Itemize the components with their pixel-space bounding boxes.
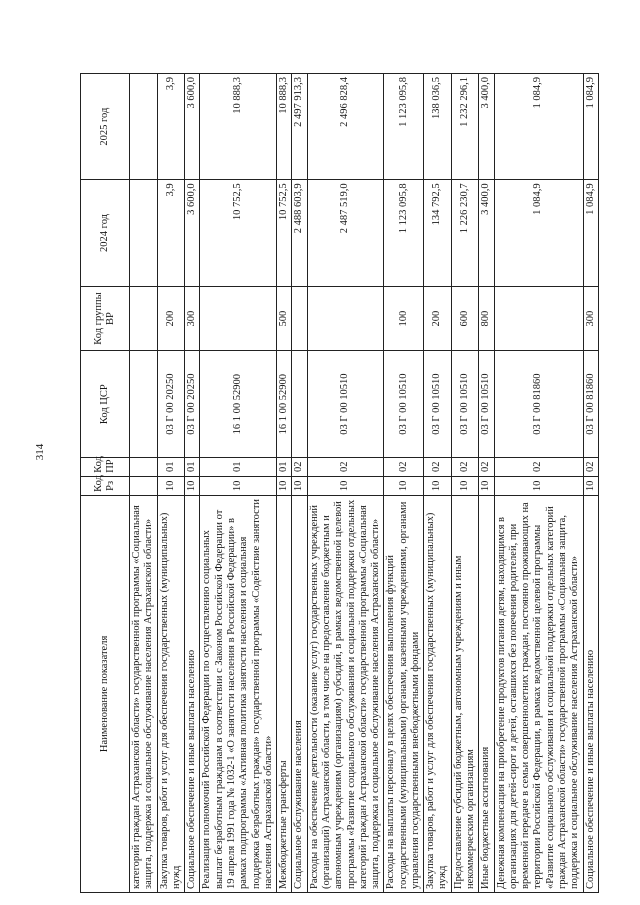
row-2025: 1 232 296,1 [451, 74, 479, 180]
row-2025: 1 123 095,8 [384, 74, 424, 180]
table-row [185, 74, 200, 893]
row-vr [130, 286, 158, 351]
row-rz: 10 [494, 476, 583, 495]
table-row [200, 74, 277, 893]
table-header [81, 74, 130, 893]
row-2024: 1 123 095,8 [384, 180, 424, 286]
header-rz: Код Рз [81, 476, 130, 495]
row-2025: 2 497 913,3 [292, 74, 307, 180]
row-2024: 3 600,0 [185, 180, 200, 286]
row-rz: 10 [384, 476, 424, 495]
row-name: Денежная компенсация на приобретение продуктов питания детям, находящимся в организациях для детей-сирот и детей, оставшихся без попечения родителей, при временной передаче в семьи совершеннолетних граждан, постоянно проживающих на территории Российской Федерации, в рамках ведомственной целевой программы «Развитие социального обслуживания и социальной поддержки отдельных категорий граждан Астраханской области» государственной программы «Социальная защита, поддержка и социальное обслуживание населения Астраханской области» [494, 495, 583, 892]
row-rz: 10 [307, 476, 384, 495]
row-2024: 3 400,0 [479, 180, 494, 286]
row-2024: 2 487 519,0 [307, 180, 384, 286]
row-pr: 02 [583, 457, 598, 476]
row-2025: 1 084,9 [583, 74, 598, 180]
row-pr: 02 [494, 457, 583, 476]
row-rz: 10 [277, 476, 292, 495]
row-name: Межбюджетные трансферты [277, 495, 292, 892]
row-2025: 138 036,5 [424, 74, 452, 180]
header-2025: 2025 год [81, 74, 130, 180]
table-row [292, 74, 307, 893]
row-csr: 03 Г 00 10510 [424, 351, 452, 457]
row-2025: 1 084,9 [494, 74, 583, 180]
table-row [157, 74, 185, 893]
row-name: Иные бюджетные ассигнования [479, 495, 494, 892]
row-name: Расходы на обеспечение деятельности (оказание услуг) государственных учреждений (организаций) Астраханской области, в том числе на предоставление бюджетным и автономным учреждениям (организациям) субсидий, в рамках ведомственной целевой программы «Развитие социального обслуживания и социальной поддержки отдельных категорий граждан Астраханской области» государственной программы «Социальная защита, поддержка и социальное обслуживание населения Астраханской области» [307, 495, 384, 892]
row-pr: 02 [424, 457, 452, 476]
header-name: Наименование показателя [81, 495, 130, 892]
row-vr: 300 [583, 286, 598, 351]
row-pr: 01 [200, 457, 277, 476]
row-pr: 02 [451, 457, 479, 476]
row-csr: 03 Г 00 10510 [451, 351, 479, 457]
row-name: Социальное обслуживание населения [292, 495, 307, 892]
row-name: Реализация полномочий Российской Федерации по осуществлению социальных выплат безработным гражданам в соответствии с Законом Российской Федерации от 19 апреля 1991 года № 1032-1 «О занятости населения в Российской Федерации» в рамках подпрограммы «Активная политика занятости населения и социальная поддержка безработных граждан» государственной программы «Содействие занятости населения Астраханской области» [200, 495, 277, 892]
row-name: Социальное обеспечение и иные выплаты населению [185, 495, 200, 892]
table-row [384, 74, 424, 893]
row-rz: 10 [185, 476, 200, 495]
row-rz: 10 [479, 476, 494, 495]
row-csr: 03 Г 00 81860 [583, 351, 598, 457]
row-2024: 134 792,5 [424, 180, 452, 286]
row-2025: 10 888,3 [277, 74, 292, 180]
row-2024: 10 752,5 [277, 180, 292, 286]
row-vr: 100 [384, 286, 424, 351]
row-rz [130, 476, 158, 495]
row-vr: 200 [157, 286, 185, 351]
row-name: Закупка товаров, работ и услуг для обеспечения государственных (муниципальных) нужд [157, 495, 185, 892]
header-2024: 2024 год [81, 180, 130, 286]
row-name: категорий граждан Астраханской области» государственной программы «Социальная защита, поддержка и социальное обслуживание населения Астраханской области» [130, 495, 158, 892]
row-csr: 03 Г 00 20250 [185, 351, 200, 457]
row-pr: 02 [292, 457, 307, 476]
header-vr: Код группы ВР [81, 286, 130, 351]
row-vr [200, 286, 277, 351]
table-row [277, 74, 292, 893]
row-2024 [130, 180, 158, 286]
table-row [307, 74, 384, 893]
row-rz: 10 [157, 476, 185, 495]
row-pr: 01 [277, 457, 292, 476]
row-2025: 3 600,0 [185, 74, 200, 180]
row-csr: 03 Г 00 81860 [494, 351, 583, 457]
row-2024: 1 084,9 [583, 180, 598, 286]
table-row [451, 74, 479, 893]
table-row [424, 74, 452, 893]
row-pr: 01 [185, 457, 200, 476]
row-pr: 01 [157, 457, 185, 476]
row-2024: 3,9 [157, 180, 185, 286]
row-vr [292, 286, 307, 351]
row-2025: 3 400,0 [479, 74, 494, 180]
row-rz: 10 [292, 476, 307, 495]
row-vr: 300 [185, 286, 200, 351]
table-row [494, 74, 583, 893]
row-2024: 2 488 603,9 [292, 180, 307, 286]
budget-table [80, 73, 599, 893]
row-csr: 03 Г 00 10510 [307, 351, 384, 457]
row-2024: 1 084,9 [494, 180, 583, 286]
row-name: Предоставление субсидий бюджетным, автономным учреждениям и иным некоммерческим организациям [451, 495, 479, 892]
row-csr: 03 Г 00 10510 [384, 351, 424, 457]
row-pr [130, 457, 158, 476]
row-vr [494, 286, 583, 351]
row-2025 [130, 74, 158, 180]
row-2024: 10 752,5 [200, 180, 277, 286]
row-vr: 500 [277, 286, 292, 351]
row-vr: 600 [451, 286, 479, 351]
row-csr [292, 351, 307, 457]
row-csr [130, 351, 158, 457]
row-2025: 10 888,3 [200, 74, 277, 180]
row-csr: 16 1 00 52900 [200, 351, 277, 457]
header-csr: Код ЦСР [81, 351, 130, 457]
row-2025: 2 496 828,4 [307, 74, 384, 180]
table-row [130, 74, 158, 893]
row-csr: 03 Г 00 20250 [157, 351, 185, 457]
row-rz: 10 [200, 476, 277, 495]
row-name: Закупка товаров, работ и услуг для обеспечения государственных (муниципальных) нужд [424, 495, 452, 892]
header-pr: Код ПР [81, 457, 130, 476]
row-rz: 10 [424, 476, 452, 495]
row-pr: 02 [479, 457, 494, 476]
row-csr: 16 1 00 52900 [277, 351, 292, 457]
row-vr [307, 286, 384, 351]
row-rz: 10 [451, 476, 479, 495]
row-vr: 200 [424, 286, 452, 351]
page-number: 314 [34, 443, 46, 461]
row-pr: 02 [384, 457, 424, 476]
table-row [479, 74, 494, 893]
row-name: Социальное обеспечение и иные выплаты населению [583, 495, 598, 892]
row-2025: 3,9 [157, 74, 185, 180]
row-vr: 800 [479, 286, 494, 351]
row-csr: 03 Г 00 10510 [479, 351, 494, 457]
row-name: Расходы на выплаты персоналу в целях обеспечения выполнения функций государственными (муниципальными) органами, казенными учреждениями, органами управления государственными внебюджетными фондами [384, 495, 424, 892]
table-row [583, 74, 598, 893]
row-pr: 02 [307, 457, 384, 476]
row-rz: 10 [583, 476, 598, 495]
row-2024: 1 226 230,7 [451, 180, 479, 286]
